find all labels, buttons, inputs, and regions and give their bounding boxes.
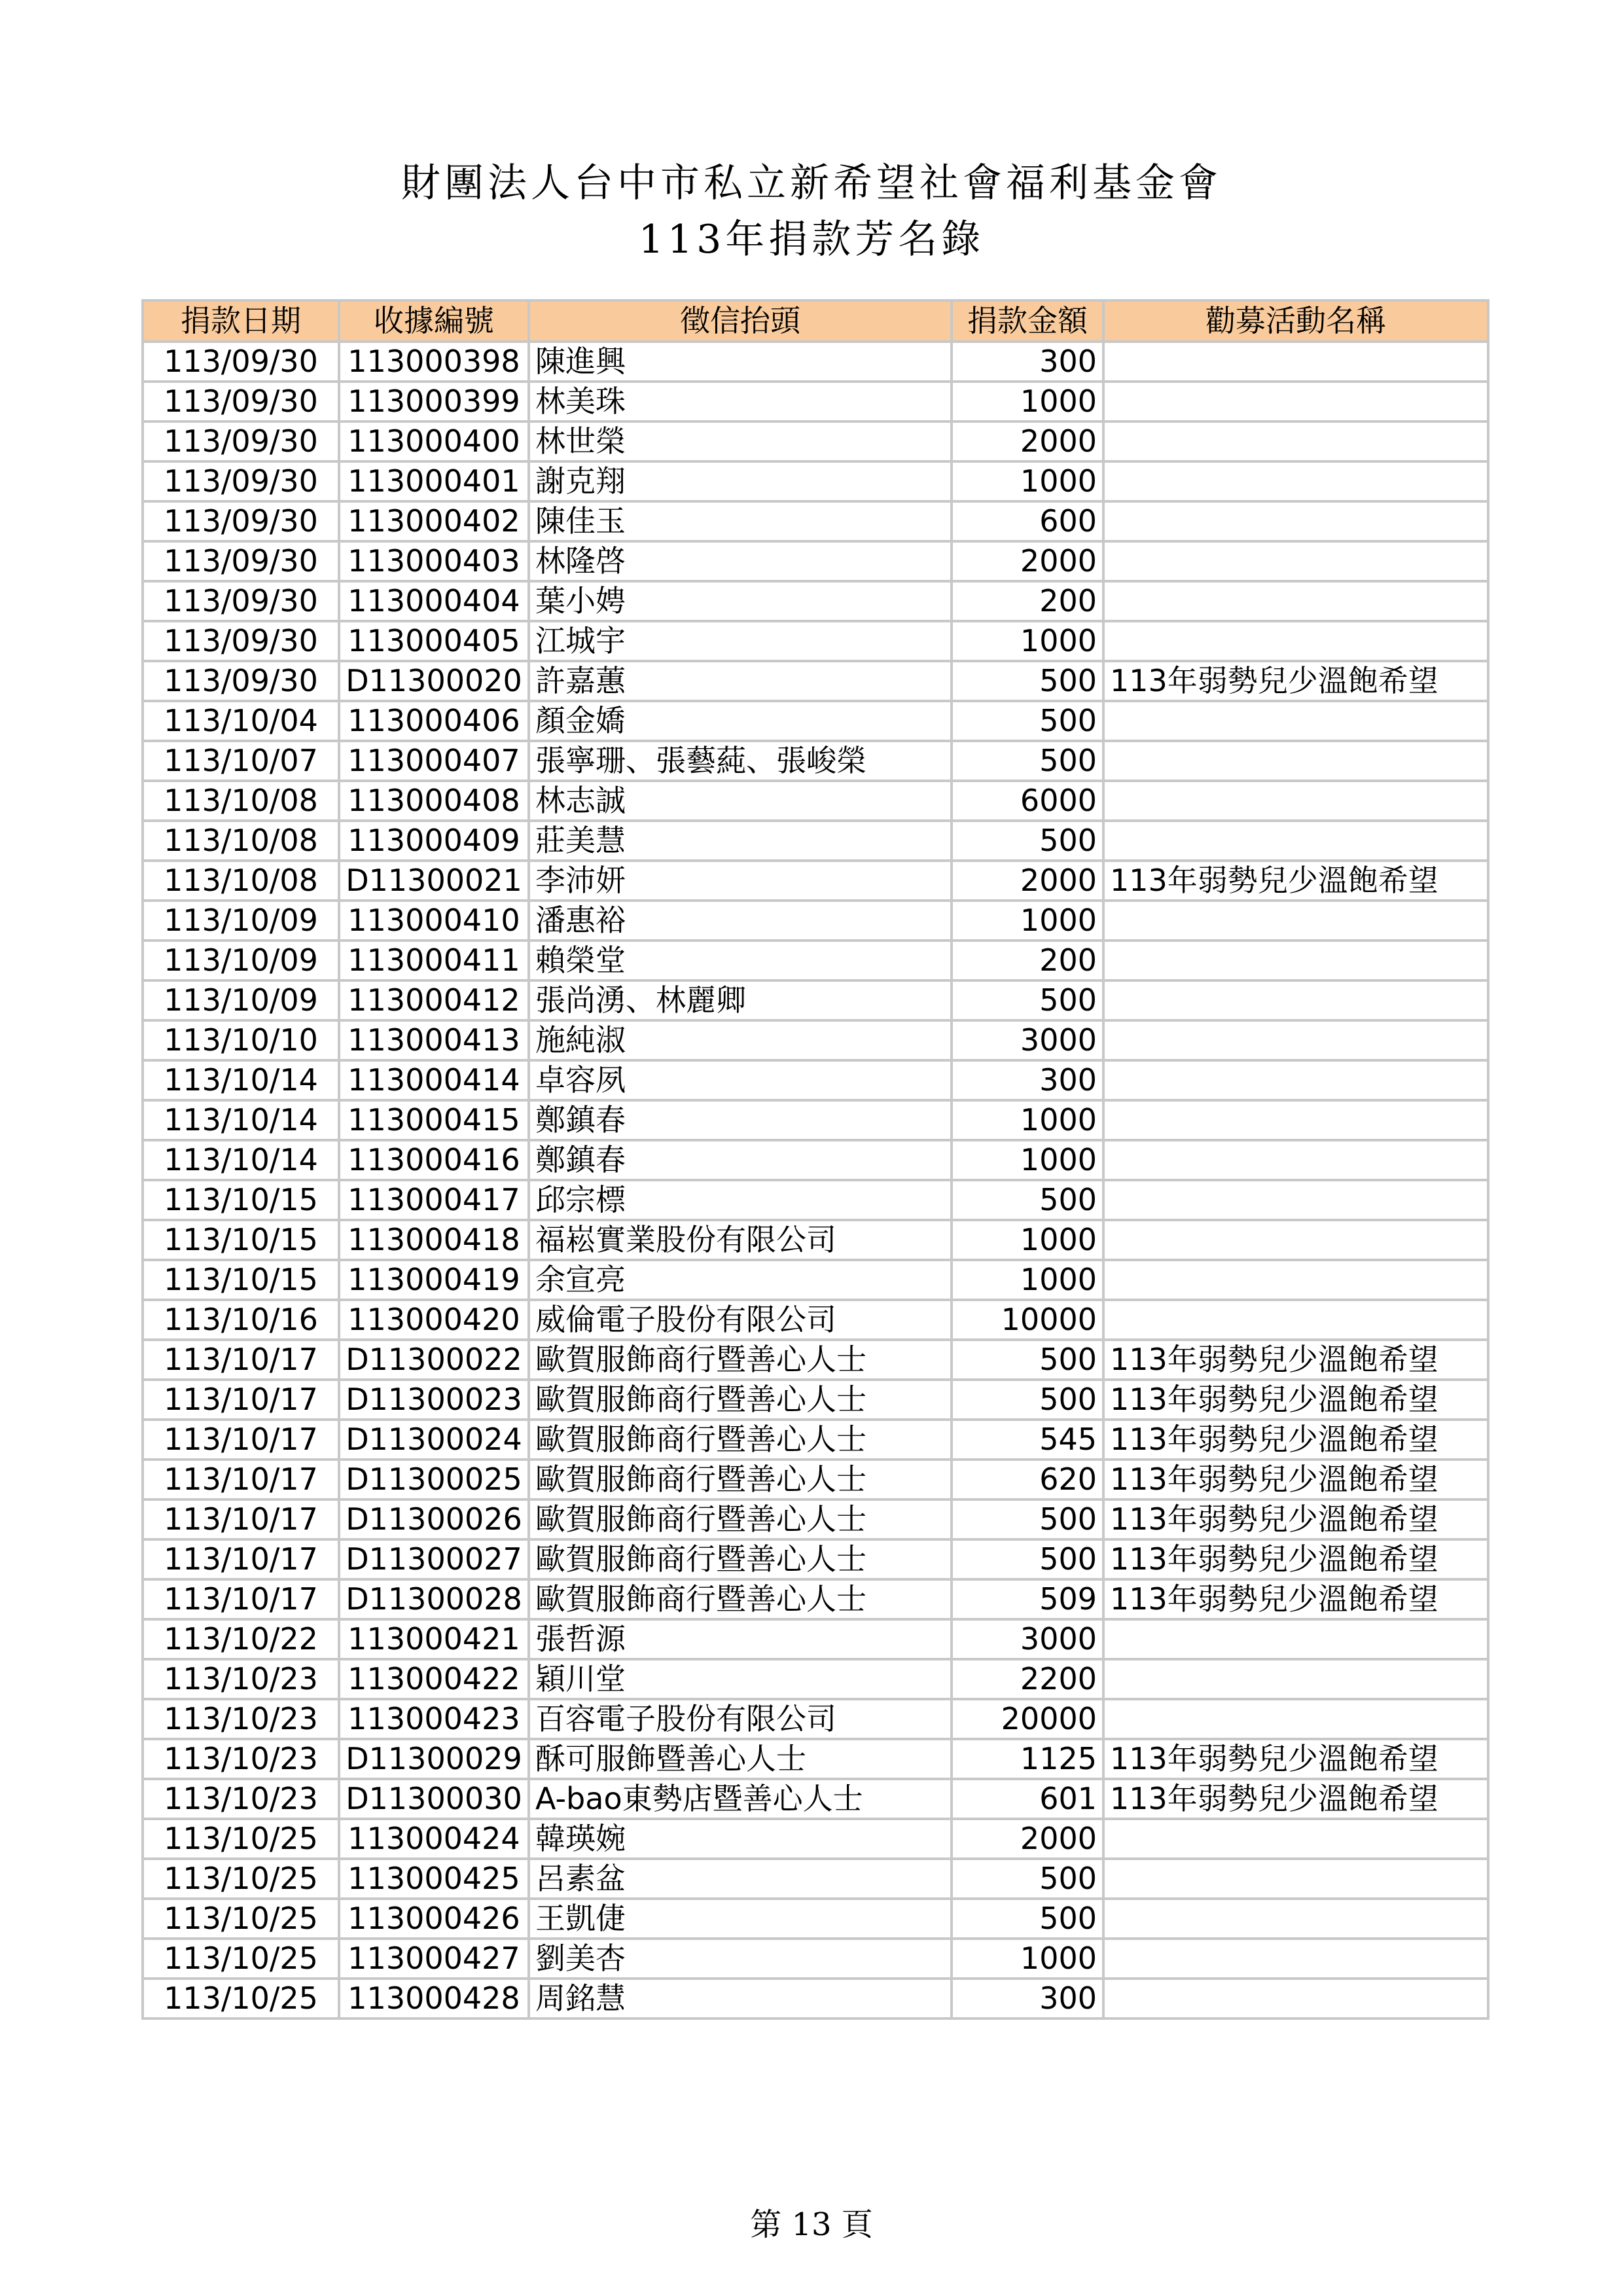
cell-receipt-number: 113000408 bbox=[339, 781, 529, 821]
cell-amount: 1000 bbox=[952, 382, 1103, 422]
cell-payee: 威倫電子股份有限公司 bbox=[529, 1300, 952, 1340]
cell-payee: 余宣亮 bbox=[529, 1260, 952, 1300]
cell-campaign bbox=[1103, 1899, 1488, 1939]
cell-amount: 1000 bbox=[952, 461, 1103, 501]
cell-date: 113/10/17 bbox=[143, 1539, 339, 1579]
cell-payee: 張哲源 bbox=[529, 1619, 952, 1659]
table-row bbox=[143, 1060, 1488, 1100]
cell-amount: 620 bbox=[952, 1460, 1103, 1499]
cell-receipt-number: 113000415 bbox=[339, 1100, 529, 1140]
cell-amount: 500 bbox=[952, 1859, 1103, 1899]
cell-amount: 6000 bbox=[952, 781, 1103, 821]
table-row bbox=[143, 1579, 1488, 1619]
cell-campaign bbox=[1103, 941, 1488, 980]
cell-date: 113/10/17 bbox=[143, 1380, 339, 1420]
cell-campaign bbox=[1103, 501, 1488, 541]
cell-date: 113/09/30 bbox=[143, 342, 339, 382]
cell-payee: 張寧珊、張藝蒓、張峻榮 bbox=[529, 741, 952, 781]
table-row bbox=[143, 741, 1488, 781]
cell-payee: 林志誠 bbox=[529, 781, 952, 821]
cell-receipt-number: 113000400 bbox=[339, 422, 529, 461]
cell-amount: 1000 bbox=[952, 1939, 1103, 1979]
cell-campaign: 113年弱勢兒少溫飽希望 bbox=[1103, 1579, 1488, 1619]
cell-receipt-number: 113000427 bbox=[339, 1939, 529, 1979]
table-row bbox=[143, 1100, 1488, 1140]
cell-date: 113/10/10 bbox=[143, 1020, 339, 1060]
cell-receipt-number: 113000412 bbox=[339, 980, 529, 1020]
cell-payee: 歐賀服飾商行暨善心人士 bbox=[529, 1340, 952, 1380]
cell-payee: 莊美慧 bbox=[529, 821, 952, 861]
cell-receipt-number: 113000416 bbox=[339, 1140, 529, 1180]
cell-receipt-number: D11300029 bbox=[339, 1739, 529, 1779]
table-row bbox=[143, 461, 1488, 501]
table-row bbox=[143, 941, 1488, 980]
cell-payee: 林美珠 bbox=[529, 382, 952, 422]
cell-amount: 200 bbox=[952, 941, 1103, 980]
cell-date: 113/10/09 bbox=[143, 980, 339, 1020]
cell-amount: 10000 bbox=[952, 1300, 1103, 1340]
cell-date: 113/09/30 bbox=[143, 581, 339, 621]
table-row bbox=[143, 1020, 1488, 1060]
table-header-row bbox=[143, 300, 1488, 342]
cell-receipt-number: 113000418 bbox=[339, 1220, 529, 1260]
cell-payee: 卓容夙 bbox=[529, 1060, 952, 1100]
cell-receipt-number: 113000422 bbox=[339, 1659, 529, 1699]
cell-receipt-number: 113000401 bbox=[339, 461, 529, 501]
cell-date: 113/09/30 bbox=[143, 661, 339, 701]
cell-payee: 李沛妍 bbox=[529, 861, 952, 901]
cell-date: 113/09/30 bbox=[143, 541, 339, 581]
cell-receipt-number: D11300020 bbox=[339, 661, 529, 701]
cell-payee: 賴榮堂 bbox=[529, 941, 952, 980]
cell-amount: 500 bbox=[952, 661, 1103, 701]
cell-amount: 1000 bbox=[952, 1220, 1103, 1260]
cell-date: 113/10/23 bbox=[143, 1779, 339, 1819]
cell-receipt-number: 113000425 bbox=[339, 1859, 529, 1899]
cell-amount: 500 bbox=[952, 980, 1103, 1020]
cell-date: 113/10/14 bbox=[143, 1140, 339, 1180]
column-header-campaign: 勸募活動名稱 bbox=[1103, 300, 1488, 342]
cell-receipt-number: 113000399 bbox=[339, 382, 529, 422]
cell-payee: 歐賀服飾商行暨善心人士 bbox=[529, 1579, 952, 1619]
cell-receipt-number: 113000423 bbox=[339, 1699, 529, 1739]
cell-receipt-number: D11300028 bbox=[339, 1579, 529, 1619]
cell-campaign bbox=[1103, 1619, 1488, 1659]
cell-amount: 1125 bbox=[952, 1739, 1103, 1779]
cell-payee: 呂素盆 bbox=[529, 1859, 952, 1899]
cell-amount: 3000 bbox=[952, 1619, 1103, 1659]
cell-amount: 20000 bbox=[952, 1699, 1103, 1739]
table-row bbox=[143, 1340, 1488, 1380]
cell-date: 113/10/23 bbox=[143, 1659, 339, 1699]
cell-campaign bbox=[1103, 621, 1488, 661]
table-row bbox=[143, 661, 1488, 701]
cell-campaign: 113年弱勢兒少溫飽希望 bbox=[1103, 661, 1488, 701]
cell-payee: 歐賀服飾商行暨善心人士 bbox=[529, 1380, 952, 1420]
cell-receipt-number: 113000421 bbox=[339, 1619, 529, 1659]
cell-campaign bbox=[1103, 422, 1488, 461]
cell-amount: 500 bbox=[952, 701, 1103, 741]
cell-date: 113/09/30 bbox=[143, 621, 339, 661]
donation-table bbox=[141, 299, 1489, 2020]
cell-payee: 鄭鎮春 bbox=[529, 1100, 952, 1140]
cell-date: 113/10/17 bbox=[143, 1420, 339, 1460]
table-row bbox=[143, 501, 1488, 541]
cell-receipt-number: 113000426 bbox=[339, 1899, 529, 1939]
cell-campaign bbox=[1103, 461, 1488, 501]
cell-date: 113/10/25 bbox=[143, 1979, 339, 2018]
cell-campaign bbox=[1103, 901, 1488, 941]
table-row bbox=[143, 1460, 1488, 1499]
cell-amount: 2200 bbox=[952, 1659, 1103, 1699]
cell-receipt-number: 113000398 bbox=[339, 342, 529, 382]
cell-campaign: 113年弱勢兒少溫飽希望 bbox=[1103, 1420, 1488, 1460]
cell-amount: 500 bbox=[952, 1380, 1103, 1420]
cell-amount: 500 bbox=[952, 1499, 1103, 1539]
cell-amount: 300 bbox=[952, 342, 1103, 382]
cell-campaign bbox=[1103, 1659, 1488, 1699]
cell-payee: 林隆啓 bbox=[529, 541, 952, 581]
cell-amount: 601 bbox=[952, 1779, 1103, 1819]
cell-receipt-number: D11300023 bbox=[339, 1380, 529, 1420]
column-header-date: 捐款日期 bbox=[143, 300, 339, 342]
table-row bbox=[143, 1380, 1488, 1420]
cell-amount: 500 bbox=[952, 1539, 1103, 1579]
table-row bbox=[143, 901, 1488, 941]
cell-payee: 歐賀服飾商行暨善心人士 bbox=[529, 1539, 952, 1579]
table-row bbox=[143, 1619, 1488, 1659]
cell-payee: 施純淑 bbox=[529, 1020, 952, 1060]
cell-campaign bbox=[1103, 1300, 1488, 1340]
cell-date: 113/10/25 bbox=[143, 1939, 339, 1979]
cell-date: 113/10/23 bbox=[143, 1739, 339, 1779]
table-row bbox=[143, 382, 1488, 422]
table-row bbox=[143, 422, 1488, 461]
cell-campaign bbox=[1103, 342, 1488, 382]
cell-campaign: 113年弱勢兒少溫飽希望 bbox=[1103, 1460, 1488, 1499]
cell-campaign bbox=[1103, 1020, 1488, 1060]
cell-campaign bbox=[1103, 382, 1488, 422]
cell-campaign bbox=[1103, 781, 1488, 821]
table-row bbox=[143, 621, 1488, 661]
cell-campaign bbox=[1103, 581, 1488, 621]
cell-receipt-number: 113000410 bbox=[339, 901, 529, 941]
page-number: 第 13 頁 bbox=[750, 2206, 873, 2243]
cell-receipt-number: D11300027 bbox=[339, 1539, 529, 1579]
table-row bbox=[143, 1739, 1488, 1779]
cell-date: 113/09/30 bbox=[143, 501, 339, 541]
cell-amount: 1000 bbox=[952, 901, 1103, 941]
table-row bbox=[143, 701, 1488, 741]
cell-campaign: 113年弱勢兒少溫飽希望 bbox=[1103, 1739, 1488, 1779]
cell-date: 113/10/17 bbox=[143, 1499, 339, 1539]
cell-payee: 周銘慧 bbox=[529, 1979, 952, 2018]
cell-receipt-number: 113000419 bbox=[339, 1260, 529, 1300]
cell-campaign: 113年弱勢兒少溫飽希望 bbox=[1103, 1499, 1488, 1539]
cell-campaign bbox=[1103, 1220, 1488, 1260]
cell-date: 113/10/17 bbox=[143, 1579, 339, 1619]
cell-campaign: 113年弱勢兒少溫飽希望 bbox=[1103, 1539, 1488, 1579]
cell-campaign bbox=[1103, 741, 1488, 781]
cell-date: 113/10/08 bbox=[143, 821, 339, 861]
table-row bbox=[143, 821, 1488, 861]
cell-campaign bbox=[1103, 541, 1488, 581]
cell-campaign bbox=[1103, 1180, 1488, 1220]
cell-payee: 陳佳玉 bbox=[529, 501, 952, 541]
cell-amount: 1000 bbox=[952, 1260, 1103, 1300]
cell-date: 113/10/08 bbox=[143, 781, 339, 821]
cell-campaign bbox=[1103, 980, 1488, 1020]
table-row bbox=[143, 1779, 1488, 1819]
cell-receipt-number: D11300021 bbox=[339, 861, 529, 901]
cell-receipt-number: 113000413 bbox=[339, 1020, 529, 1060]
cell-payee: 韓瑛婉 bbox=[529, 1819, 952, 1859]
cell-receipt-number: D11300022 bbox=[339, 1340, 529, 1380]
cell-campaign bbox=[1103, 1819, 1488, 1859]
cell-date: 113/10/09 bbox=[143, 901, 339, 941]
cell-date: 113/10/15 bbox=[143, 1220, 339, 1260]
table-row bbox=[143, 1699, 1488, 1739]
table-row bbox=[143, 861, 1488, 901]
cell-amount: 1000 bbox=[952, 1140, 1103, 1180]
table-row bbox=[143, 581, 1488, 621]
cell-payee: 顏金嬌 bbox=[529, 701, 952, 741]
cell-date: 113/10/14 bbox=[143, 1100, 339, 1140]
cell-payee: 江城宇 bbox=[529, 621, 952, 661]
table-row bbox=[143, 1260, 1488, 1300]
cell-date: 113/10/15 bbox=[143, 1180, 339, 1220]
cell-amount: 300 bbox=[952, 1979, 1103, 2018]
table-row bbox=[143, 1300, 1488, 1340]
cell-date: 113/10/17 bbox=[143, 1460, 339, 1499]
cell-receipt-number: 113000428 bbox=[339, 1979, 529, 2018]
cell-amount: 2000 bbox=[952, 861, 1103, 901]
cell-payee: 許嘉蕙 bbox=[529, 661, 952, 701]
table-row bbox=[143, 1539, 1488, 1579]
cell-payee: 福崧實業股份有限公司 bbox=[529, 1220, 952, 1260]
cell-amount: 500 bbox=[952, 1899, 1103, 1939]
cell-payee: 歐賀服飾商行暨善心人士 bbox=[529, 1460, 952, 1499]
cell-amount: 2000 bbox=[952, 541, 1103, 581]
cell-amount: 300 bbox=[952, 1060, 1103, 1100]
cell-campaign bbox=[1103, 1060, 1488, 1100]
cell-payee: 潘惠裕 bbox=[529, 901, 952, 941]
cell-campaign: 113年弱勢兒少溫飽希望 bbox=[1103, 1779, 1488, 1819]
table-row bbox=[143, 1140, 1488, 1180]
cell-campaign: 113年弱勢兒少溫飽希望 bbox=[1103, 1340, 1488, 1380]
table-row bbox=[143, 1939, 1488, 1979]
cell-date: 113/09/30 bbox=[143, 461, 339, 501]
cell-receipt-number: 113000405 bbox=[339, 621, 529, 661]
cell-date: 113/10/09 bbox=[143, 941, 339, 980]
cell-date: 113/10/17 bbox=[143, 1340, 339, 1380]
cell-date: 113/09/30 bbox=[143, 422, 339, 461]
cell-amount: 2000 bbox=[952, 1819, 1103, 1859]
document-subtitle: 113年捐款芳名錄 bbox=[638, 217, 985, 262]
cell-date: 113/10/16 bbox=[143, 1300, 339, 1340]
table-row bbox=[143, 1180, 1488, 1220]
cell-date: 113/10/22 bbox=[143, 1619, 339, 1659]
cell-amount: 1000 bbox=[952, 621, 1103, 661]
table-row bbox=[143, 1499, 1488, 1539]
cell-receipt-number: 113000402 bbox=[339, 501, 529, 541]
cell-payee: 陳進興 bbox=[529, 342, 952, 382]
cell-campaign bbox=[1103, 821, 1488, 861]
table-row bbox=[143, 342, 1488, 382]
table-row bbox=[143, 1420, 1488, 1460]
cell-amount: 1000 bbox=[952, 1100, 1103, 1140]
cell-campaign bbox=[1103, 1859, 1488, 1899]
cell-receipt-number: 113000411 bbox=[339, 941, 529, 980]
cell-payee: 鄭鎮春 bbox=[529, 1140, 952, 1180]
cell-date: 113/10/08 bbox=[143, 861, 339, 901]
cell-campaign bbox=[1103, 1100, 1488, 1140]
table-row bbox=[143, 1979, 1488, 2018]
table-row bbox=[143, 1220, 1488, 1260]
cell-payee: 王凱倢 bbox=[529, 1899, 952, 1939]
cell-payee: 歐賀服飾商行暨善心人士 bbox=[529, 1499, 952, 1539]
cell-date: 113/10/15 bbox=[143, 1260, 339, 1300]
cell-campaign: 113年弱勢兒少溫飽希望 bbox=[1103, 861, 1488, 901]
cell-date: 113/10/25 bbox=[143, 1859, 339, 1899]
cell-amount: 500 bbox=[952, 1180, 1103, 1220]
cell-campaign bbox=[1103, 1939, 1488, 1979]
table-row bbox=[143, 1899, 1488, 1939]
document-title: 財團法人台中市私立新希望社會福利基金會 bbox=[401, 160, 1222, 206]
cell-amount: 509 bbox=[952, 1579, 1103, 1619]
table-row bbox=[143, 1859, 1488, 1899]
cell-receipt-number: 113000424 bbox=[339, 1819, 529, 1859]
cell-payee: 邱宗標 bbox=[529, 1180, 952, 1220]
cell-campaign: 113年弱勢兒少溫飽希望 bbox=[1103, 1380, 1488, 1420]
cell-payee: 葉小娉 bbox=[529, 581, 952, 621]
cell-payee: 穎川堂 bbox=[529, 1659, 952, 1699]
cell-receipt-number: 113000420 bbox=[339, 1300, 529, 1340]
cell-receipt-number: D11300026 bbox=[339, 1499, 529, 1539]
cell-amount: 500 bbox=[952, 1340, 1103, 1380]
table-row bbox=[143, 781, 1488, 821]
cell-payee: 歐賀服飾商行暨善心人士 bbox=[529, 1420, 952, 1460]
table-row bbox=[143, 1819, 1488, 1859]
cell-date: 113/10/07 bbox=[143, 741, 339, 781]
cell-amount: 500 bbox=[952, 821, 1103, 861]
cell-campaign bbox=[1103, 1140, 1488, 1180]
cell-date: 113/10/25 bbox=[143, 1819, 339, 1859]
cell-amount: 2000 bbox=[952, 422, 1103, 461]
cell-date: 113/10/23 bbox=[143, 1699, 339, 1739]
cell-payee: 劉美杏 bbox=[529, 1939, 952, 1979]
cell-campaign bbox=[1103, 701, 1488, 741]
cell-campaign bbox=[1103, 1699, 1488, 1739]
cell-receipt-number: 113000409 bbox=[339, 821, 529, 861]
cell-receipt-number: 113000404 bbox=[339, 581, 529, 621]
table-row bbox=[143, 980, 1488, 1020]
cell-payee: 百容電子股份有限公司 bbox=[529, 1699, 952, 1739]
cell-receipt-number: 113000403 bbox=[339, 541, 529, 581]
cell-amount: 500 bbox=[952, 741, 1103, 781]
table-row bbox=[143, 1659, 1488, 1699]
cell-date: 113/10/04 bbox=[143, 701, 339, 741]
cell-amount: 3000 bbox=[952, 1020, 1103, 1060]
cell-date: 113/09/30 bbox=[143, 382, 339, 422]
cell-receipt-number: 113000414 bbox=[339, 1060, 529, 1100]
cell-payee: 張尚湧、林麗卿 bbox=[529, 980, 952, 1020]
cell-amount: 600 bbox=[952, 501, 1103, 541]
cell-payee: 謝克翔 bbox=[529, 461, 952, 501]
cell-receipt-number: 113000417 bbox=[339, 1180, 529, 1220]
cell-payee: 林世榮 bbox=[529, 422, 952, 461]
cell-receipt-number: D11300030 bbox=[339, 1779, 529, 1819]
cell-receipt-number: D11300025 bbox=[339, 1460, 529, 1499]
cell-amount: 200 bbox=[952, 581, 1103, 621]
cell-campaign bbox=[1103, 1979, 1488, 2018]
column-header-payee: 徵信抬頭 bbox=[529, 300, 952, 342]
cell-receipt-number: 113000407 bbox=[339, 741, 529, 781]
table-body bbox=[143, 342, 1488, 2018]
column-header-receipt: 收據編號 bbox=[339, 300, 529, 342]
cell-campaign bbox=[1103, 1260, 1488, 1300]
cell-payee: A-bao東勢店暨善心人士 bbox=[529, 1779, 952, 1819]
column-header-amount: 捐款金額 bbox=[952, 300, 1103, 342]
cell-amount: 545 bbox=[952, 1420, 1103, 1460]
table-row bbox=[143, 541, 1488, 581]
cell-receipt-number: 113000406 bbox=[339, 701, 529, 741]
cell-payee: 酥可服飾暨善心人士 bbox=[529, 1739, 952, 1779]
cell-date: 113/10/25 bbox=[143, 1899, 339, 1939]
cell-receipt-number: D11300024 bbox=[339, 1420, 529, 1460]
cell-date: 113/10/14 bbox=[143, 1060, 339, 1100]
